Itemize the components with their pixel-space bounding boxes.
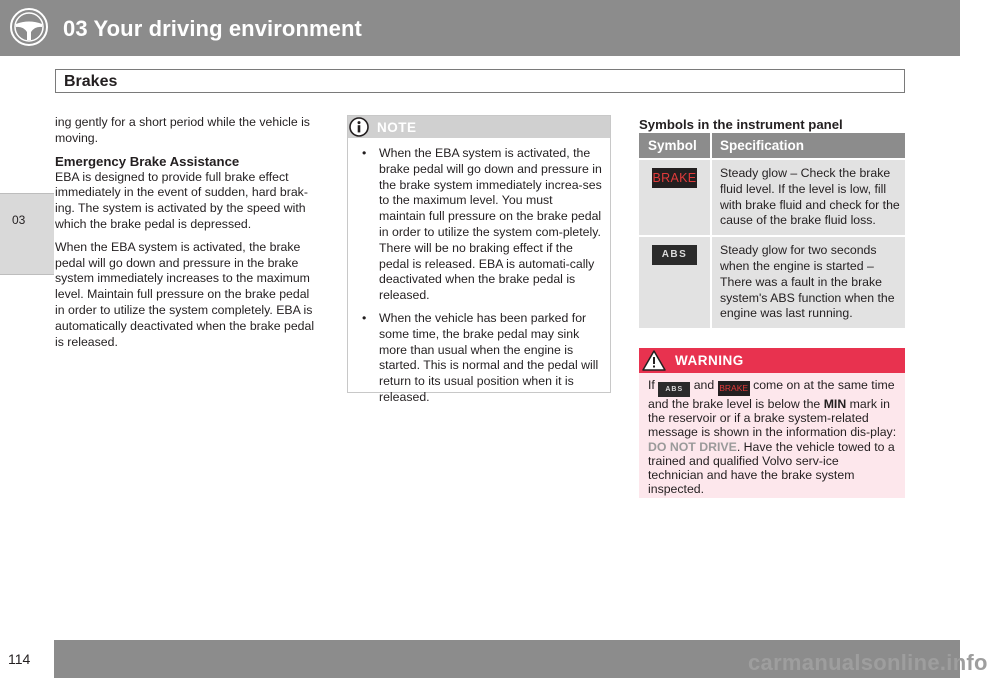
warning-text-if: If — [648, 378, 655, 392]
brake-warning-lamp-icon: BRAKE — [652, 168, 697, 188]
page-number: 114 — [8, 651, 31, 667]
body-column-1 — [55, 115, 322, 357]
chapter-title: 03 Your driving environment — [63, 16, 362, 41]
warning-text-mark: mark in the reservoir or if a brake system-related message is shown in the information dis-play: — [648, 397, 897, 440]
steering-wheel-icon — [9, 7, 49, 47]
note-title: NOTE — [377, 120, 417, 135]
note-list — [348, 138, 610, 406]
symbols-table — [639, 133, 905, 328]
table-header-row — [639, 133, 905, 158]
eba-paragraph-2: When the EBA system is activated, the brake pedal will go down and pressure in the brake system immediately increases to the maximum level. Maintain full pressure on the brake pedal in order to utilize the system completely. EBA is automatically deactivated when the brake pedal is released. — [55, 239, 315, 349]
symbol-cell — [639, 235, 712, 328]
warning-title: WARNING — [675, 353, 744, 368]
section-title-bar — [55, 69, 905, 93]
brake-lamp-icon: BRAKE — [718, 381, 750, 396]
do-not-drive-message: DO NOT DRIVE — [648, 439, 737, 454]
eba-heading: Emergency Brake Assistance — [55, 153, 240, 169]
note-item — [356, 146, 602, 304]
note-item-text: When the vehicle has been parked for some time, the brake pedal may sink more than usual when the engine is started. This is normal and the pedal will return to its usual position when it is released. — [379, 310, 599, 404]
warning-text-end: . Have the vehicle towed to a trained and qualified Volvo serv-ice technician and have the brake system inspected. — [648, 439, 895, 497]
warning-text-and: and — [693, 378, 715, 392]
warning-box — [639, 348, 905, 498]
warning-text-mid: come on at the same time and the brake level is below the — [648, 378, 895, 411]
chapter-side-tab-label: 03 — [12, 213, 26, 227]
warning-header — [639, 348, 905, 373]
info-icon — [349, 117, 369, 137]
abs-warning-lamp-icon: ABS — [652, 245, 697, 265]
warning-triangle-icon — [642, 350, 666, 371]
note-header — [348, 116, 610, 138]
note-item — [356, 311, 602, 406]
bullet: • — [362, 146, 367, 160]
note-box — [347, 115, 611, 404]
warning-text — [639, 373, 905, 496]
min-mark-label: MIN — [823, 397, 847, 411]
symbols-heading: Symbols in the instrument panel — [639, 117, 843, 132]
specification-cell: Steady glow – Check the brake fluid level. If the level is low, fill with brake fluid and check for the cause of the brake fluid loss. — [712, 158, 905, 235]
specification-cell: Steady glow for two seconds when the engine is started – There was a fault in the brake system's ABS function when the engine was last running. — [712, 235, 905, 328]
watermark: carmanualsonline.info — [748, 650, 988, 675]
col-header-specification: Specification — [712, 133, 905, 158]
paragraph-continued: ing gently for a short period while the vehicle is moving. — [55, 115, 310, 145]
chapter-side-tab — [0, 193, 54, 275]
abs-lamp-icon: ABS — [658, 382, 690, 397]
bullet: • — [362, 310, 367, 325]
symbol-cell — [639, 158, 712, 235]
note-item-text: When the EBA system is activated, the brake pedal will go down and pressure in the brake system immediately increa-ses to the maximum level. You must maintain full pressure on the brake pedal in order to utilize the system com-pletely. There will be no braking effect if the pedal is released. EBA is automati-cally deactivated when the brake pedal is released. — [379, 146, 602, 303]
section-title: Brakes — [64, 73, 118, 90]
side-margin — [0, 56, 54, 640]
col-header-symbol: Symbol — [639, 133, 712, 158]
eba-paragraph-1: EBA is designed to provide full brake effect immediately in the event of sudden, hard brak-ing. The system is activated by the speed with which the brake pedal is depressed. — [55, 169, 308, 231]
table-row — [639, 158, 905, 235]
table-row — [639, 235, 905, 328]
